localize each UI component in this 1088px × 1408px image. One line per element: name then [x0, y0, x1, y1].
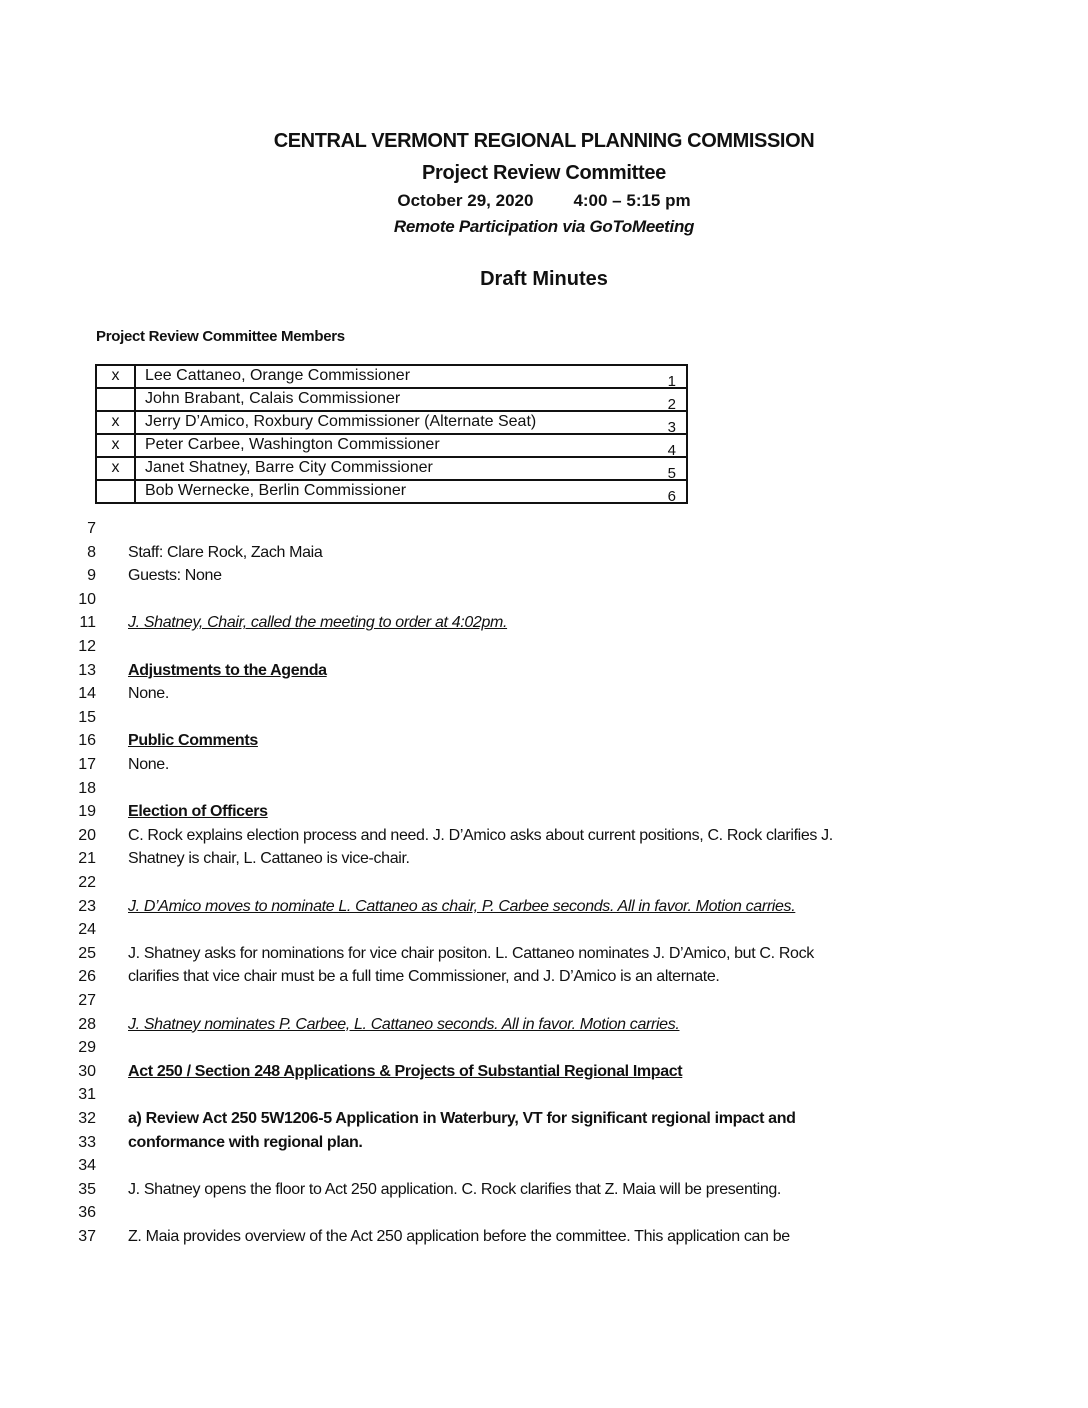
line-text: Shatney is chair, L. Cattaneo is vice-chair.	[128, 850, 410, 868]
member-row	[96, 434, 687, 457]
member-name: John Brabant, Calais Commissioner	[145, 390, 401, 407]
minutes-line	[0, 519, 1000, 543]
line-number: 1	[667, 373, 676, 390]
minutes-line	[0, 826, 1000, 850]
agenda-item: a) Review Act 250 5W1206-5 Application in Waterbury, VT for significant regional impact and	[128, 1110, 796, 1127]
line-number: 16	[78, 732, 96, 750]
line-number: 14	[78, 685, 96, 703]
minutes-line	[0, 708, 1000, 732]
motion-text: J. D’Amico moves to nominate L. Cattaneo as chair, P. Carbee seconds. All in favor. Motion carries.	[128, 897, 796, 915]
line-text: Guests: None	[128, 567, 222, 585]
line-number: 29	[78, 1039, 96, 1057]
minutes-line	[0, 543, 1000, 567]
line-number: 26	[78, 968, 96, 986]
line-number: 31	[78, 1086, 96, 1104]
member-cell	[135, 434, 687, 457]
member-cell	[135, 388, 687, 411]
line-number: 20	[78, 826, 96, 844]
member-row	[96, 480, 687, 503]
meeting-date: October 29, 2020	[397, 191, 534, 210]
line-number: 30	[78, 1062, 96, 1080]
member-row	[96, 457, 687, 480]
minutes-line	[0, 661, 1000, 685]
minutes-line	[0, 991, 1000, 1015]
line-number: 23	[78, 897, 96, 915]
minutes-line	[0, 1133, 1000, 1157]
minutes-line	[0, 1038, 1000, 1062]
line-text: J. Shatney opens the floor to Act 250 application. C. Rock clarifies that Z. Maia will be presenting.	[128, 1180, 782, 1198]
minutes-line	[0, 1156, 1000, 1180]
attendance-mark	[96, 480, 135, 503]
minutes-line	[0, 637, 1000, 661]
line-number: 32	[78, 1110, 96, 1127]
member-name: Peter Carbee, Washington Commissioner	[145, 436, 440, 453]
organization-title: CENTRAL VERMONT REGIONAL PLANNING COMMISSION	[273, 130, 815, 152]
meeting-date-time	[0, 191, 1088, 211]
minutes-line	[0, 590, 1000, 614]
line-number: 25	[78, 944, 96, 962]
member-name: Lee Cattaneo, Orange Commissioner	[145, 367, 411, 384]
minutes-line	[0, 566, 1000, 590]
line-number: 10	[78, 590, 96, 608]
line-number: 13	[78, 661, 96, 679]
minutes-line	[0, 684, 1000, 708]
section-heading: Act 250 / Section 248 Applications & Projects of Substantial Regional Impact	[128, 1062, 683, 1080]
line-number: 2	[667, 396, 676, 413]
member-cell	[135, 365, 687, 388]
line-number: 37	[78, 1228, 96, 1245]
line-number: 28	[78, 1015, 96, 1033]
member-cell	[135, 411, 687, 434]
line-number: 6	[667, 488, 676, 505]
minutes-line	[0, 802, 1000, 826]
line-number: 15	[78, 708, 96, 726]
line-number: 35	[78, 1180, 96, 1198]
meeting-time: 4:00 – 5:15 pm	[573, 191, 691, 210]
minutes-line	[0, 849, 1000, 873]
line-number: 34	[78, 1157, 96, 1175]
attendance-mark: x	[96, 411, 135, 434]
minutes-line	[0, 897, 1000, 921]
line-number: 24	[78, 921, 96, 939]
section-heading: Public Comments	[128, 732, 258, 750]
minutes-line	[0, 1015, 1000, 1039]
line-text: C. Rock explains election process and need. J. D’Amico asks about current positions, C. Rock clarifies J.	[128, 826, 833, 844]
minutes-line	[0, 613, 1000, 637]
attendance-mark: x	[96, 365, 135, 388]
motion-text: J. Shatney nominates P. Carbee, L. Cattaneo seconds. All in favor. Motion carries.	[128, 1015, 680, 1033]
minutes-line	[0, 873, 1000, 897]
line-number: 8	[87, 543, 96, 561]
member-name: Jerry D’Amico, Roxbury Commissioner (Alternate Seat)	[145, 413, 537, 430]
member-row	[96, 388, 687, 411]
minutes-line	[0, 1109, 1000, 1133]
attendance-mark: x	[96, 434, 135, 457]
section-heading: Election of Officers	[128, 803, 268, 821]
minutes-line	[0, 779, 1000, 803]
line-text: J. Shatney asks for nominations for vice chair positon. L. Cattaneo nominates J. D’Amico, but C. Rock	[128, 944, 814, 962]
document-title: Draft Minutes	[480, 268, 608, 290]
minutes-line	[0, 1085, 1000, 1109]
line-number: 11	[79, 614, 96, 632]
minutes-line	[0, 944, 1000, 968]
line-text: clarifies that vice chair must be a full time Commissioner, and J. D’Amico is an alternate.	[128, 968, 720, 986]
motion-text: J. Shatney, Chair, called the meeting to order at 4:02pm.	[128, 614, 508, 632]
meeting-location: Remote Participation via GoToMeeting	[393, 217, 695, 236]
minutes-line	[0, 1203, 1000, 1227]
line-number: 18	[78, 779, 96, 797]
minutes-line	[0, 920, 1000, 944]
member-row	[96, 411, 687, 434]
line-number: 5	[667, 465, 676, 482]
minutes-line	[0, 1227, 1000, 1251]
line-text: Z. Maia provides overview of the Act 250 application before the committee. This application can be	[128, 1228, 790, 1245]
members-table	[95, 364, 688, 504]
line-number: 27	[78, 992, 96, 1009]
section-heading: Adjustments to the Agenda	[128, 661, 327, 679]
line-number: 12	[78, 638, 96, 655]
minutes-line	[0, 731, 1000, 755]
line-number: 7	[87, 520, 96, 537]
agenda-item: conformance with regional plan.	[128, 1133, 363, 1151]
line-number: 19	[78, 803, 96, 821]
line-number: 9	[87, 567, 96, 585]
minutes-line	[0, 967, 1000, 991]
member-name: Bob Wernecke, Berlin Commissioner	[145, 482, 407, 499]
member-row	[96, 365, 687, 388]
line-number: 3	[667, 419, 676, 436]
members-heading: Project Review Committee Members	[96, 328, 345, 345]
member-cell	[135, 480, 687, 503]
line-number: 4	[667, 442, 676, 459]
attendance-mark: x	[96, 457, 135, 480]
minutes-line	[0, 1180, 1000, 1204]
line-number: 33	[78, 1133, 96, 1151]
committee-title: Project Review Committee	[422, 162, 666, 184]
line-number: 17	[78, 756, 96, 773]
line-text: None.	[128, 685, 169, 703]
member-cell	[135, 457, 687, 480]
minutes-line	[0, 755, 1000, 779]
line-text: Staff: Clare Rock, Zach Maia	[128, 543, 323, 561]
line-number: 36	[78, 1204, 96, 1222]
member-name: Janet Shatney, Barre City Commissioner	[145, 459, 433, 476]
line-number: 22	[78, 874, 96, 891]
attendance-mark	[96, 388, 135, 411]
minutes-line	[0, 1062, 1000, 1086]
line-text: None.	[128, 756, 169, 773]
line-number: 21	[78, 850, 96, 868]
